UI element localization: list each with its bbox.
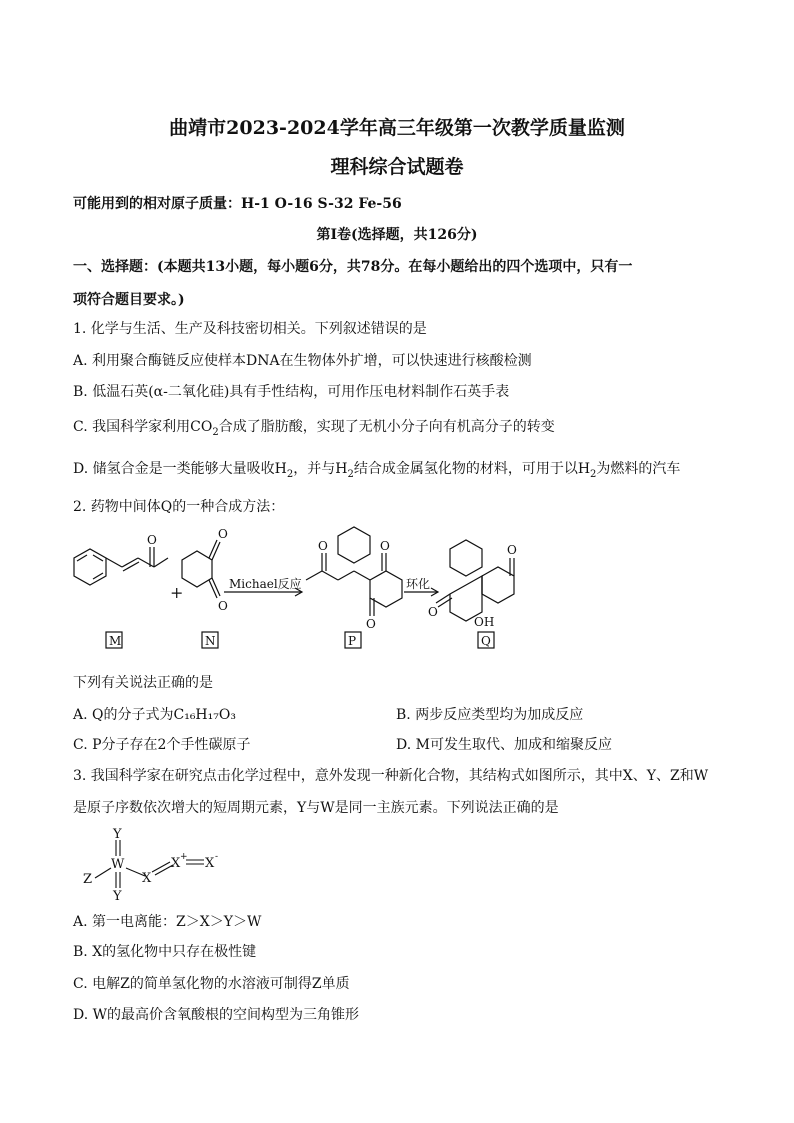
q3-stem-line2: 是原子序数依次增大的短周期元素，Y与W是同一主族元素。下列说法正确的是 xyxy=(73,800,559,816)
q1-d-sub2: 2 xyxy=(347,468,354,480)
q2-a-prefix: A. Q的分子式为 xyxy=(73,707,174,723)
q1-d-sub1: 2 xyxy=(286,468,294,480)
q3-stem-line1: 3. 我国科学家在研究点击化学过程中，意外发现一种新化合物，其结构式如图所示，其中X、Y、Z和W xyxy=(73,768,709,784)
q1-c-suffix: 合成了脂肪酸，实现了无机小分子向有机高分子的转变 xyxy=(218,419,555,435)
q3-option-d: D. W的最高价含氧酸根的空间构型为三角锥形 xyxy=(73,1007,360,1023)
q2-label-q: Q xyxy=(481,634,491,648)
part-title: 第I卷(选择题，共126分) xyxy=(316,227,478,243)
q3-struct-y-top: Y xyxy=(113,827,122,842)
q1-d-h3: H xyxy=(577,461,591,477)
q3-struct-w: W xyxy=(111,857,125,872)
q3-struct-z: Z xyxy=(83,872,93,887)
q1-option-a: A. 利用聚合酶链反应使样本DNA在生物体外扩增，可以快速进行核酸检测 xyxy=(73,353,532,369)
q2-n-oxygen-bottom: O xyxy=(218,599,228,613)
q2-q-oxygen-left: O xyxy=(428,605,438,619)
q2-q-hydroxyl: OH xyxy=(474,615,495,629)
q2-reaction-scheme xyxy=(0,520,794,660)
q1-c-co: CO xyxy=(190,419,213,435)
q2-p-oxygen-top: O xyxy=(380,539,390,553)
q2-stem: 2. 药物中间体Q的一种合成方法： xyxy=(73,499,285,515)
q1-d-h1: H xyxy=(274,461,287,477)
q1-d-h2: H xyxy=(335,461,348,477)
atomic-masses: 可能用到的相对原子质量：H-1 O-16 S-32 Fe-56 xyxy=(73,196,402,212)
section-instruction-line2: 项符合题目要求。) xyxy=(73,292,185,308)
q2-option-c: C. P分子存在2个手性碳原子 xyxy=(73,737,251,753)
q2-option-a xyxy=(73,704,236,724)
q1-d-sub3: 2 xyxy=(590,468,597,480)
q1-stem: 1. 化学与生活、生产及科技密切相关。下列叙述错误的是 xyxy=(73,321,427,337)
q2-a-formula: C₁₆H₁₇O₃ xyxy=(173,707,236,723)
q2-option-b: B. 两步反应类型均为加成反应 xyxy=(396,707,584,723)
q1-option-b: B. 低温石英(α-二氧化硅)具有手性结构，可用作压电材料制作石英手表 xyxy=(73,384,510,400)
q1-d-prefix: D. 储氢合金是一类能够大量吸收 xyxy=(73,461,275,477)
q1-d-mid1: ，并与 xyxy=(293,461,336,477)
q1-option-c xyxy=(73,416,555,438)
q3-struct-plus: + xyxy=(180,852,188,862)
q1-c-sub: 2 xyxy=(212,426,219,438)
q2-arrow1-label: Michael反应 xyxy=(229,577,302,591)
exam-title: 曲靖市2023-2024学年高三年级第一次教学质量监测 xyxy=(169,117,625,139)
q2-q-oxygen-right: O xyxy=(507,543,517,557)
q1-d-suffix: 为燃料的汽车 xyxy=(596,461,681,477)
q2-p-oxygen-bottom: O xyxy=(366,617,376,631)
q2-option-d: D. M可发生取代、加成和缩聚反应 xyxy=(396,737,612,753)
q3-option-a: A. 第一电离能：Z＞X＞Y＞W xyxy=(73,914,262,930)
exam-subtitle: 理科综合试题卷 xyxy=(330,156,464,178)
q3-struct-x3: X xyxy=(205,856,215,871)
section-instruction-line1: 一、选择题：(本题共13小题，每小题6分，共78分。在每小题给出的四个选项中，只有一 xyxy=(73,259,633,275)
q2-n-oxygen-top: O xyxy=(218,527,228,541)
q3-struct-x2: X xyxy=(171,856,181,871)
q2-label-m: M xyxy=(109,634,122,648)
q3-struct-x1: X xyxy=(142,871,152,886)
q2-question: 下列有关说法正确的是 xyxy=(73,675,213,691)
q2-m-oxygen: O xyxy=(147,533,157,547)
q2-p-oxygen-left: O xyxy=(318,539,328,553)
q3-struct-y-bottom: Y xyxy=(113,889,122,904)
q2-label-p: P xyxy=(348,634,357,648)
q1-c-prefix: C. 我国科学家利用 xyxy=(73,419,191,435)
q3-option-b: B. X的氢化物中只存在极性键 xyxy=(73,944,257,960)
q2-plus: + xyxy=(170,583,184,602)
q1-d-mid2: 结合成金属氢化物的材料，可用于以 xyxy=(353,461,578,477)
q3-structure xyxy=(0,820,300,905)
q3-struct-minus: - xyxy=(215,852,219,862)
q1-option-d xyxy=(73,458,680,480)
q3-option-c: C. 电解Z的简单氢化物的水溶液可制得Z单质 xyxy=(73,976,350,992)
q2-arrow2-label: 环化 xyxy=(406,577,431,591)
q2-label-n: N xyxy=(205,634,216,648)
